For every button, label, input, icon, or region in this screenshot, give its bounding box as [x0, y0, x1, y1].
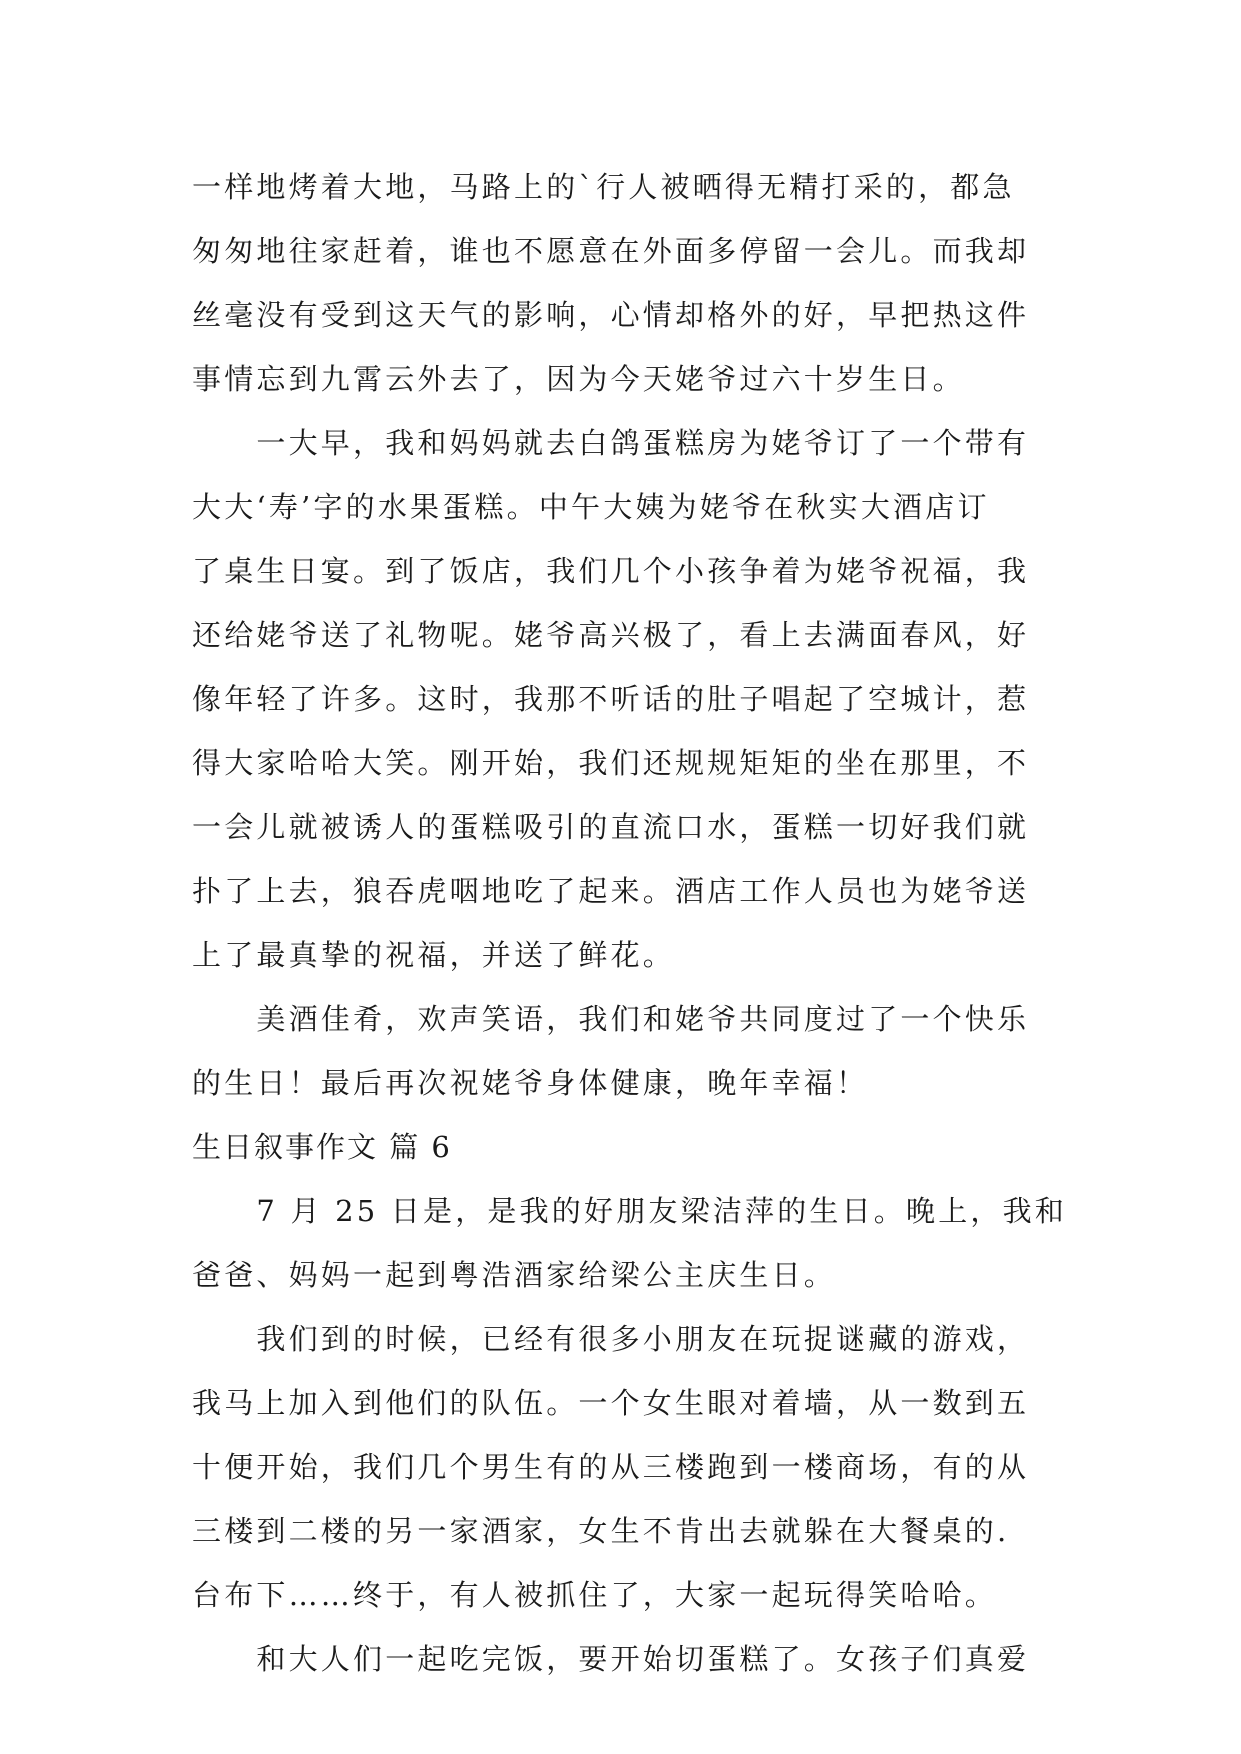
text-line: 一样地烤着大地，马路上的`行人被晒得无精打采的，都急: [192, 170, 1015, 204]
text-line: 了桌生日宴。到了饭店，我们几个小孩争着为姥爷祝福，我: [192, 554, 1030, 588]
text-line: 爸爸、妈妈一起到粤浩酒家给梁公主庆生日。: [192, 1258, 837, 1292]
text-line: 得大家哈哈大笑。刚开始，我们还规规矩矩的坐在那里，不: [192, 746, 1030, 780]
text-line: 丝毫没有受到这天气的影响，心情却格外的好，早把热这件: [192, 298, 1030, 332]
text-line: 7 月 25 日是，是我的好朋友梁洁萍的生日。晚上，我和: [192, 1194, 1068, 1228]
document-page: [192, 155, 1068, 1691]
text-line: 和大人们一起吃完饭，要开始切蛋糕了。女孩子们真爱: [192, 1642, 1030, 1676]
section-heading: 生日叙事作文 篇 6: [192, 1130, 452, 1164]
text-line: 我们到的时候，已经有很多小朋友在玩捉谜藏的游戏，: [192, 1322, 1030, 1356]
text-line: 还给姥爷送了礼物呢。姥爷高兴极了，看上去满面春风，好: [192, 618, 1030, 652]
text-line: 台布下……终于，有人被抓住了，大家一起玩得笑哈哈。: [192, 1578, 998, 1612]
text-line: 像年轻了许多。这时，我那不听话的肚子唱起了空城计，惹: [192, 682, 1030, 716]
text-line: 美酒佳肴，欢声笑语，我们和姥爷共同度过了一个快乐: [192, 1002, 1030, 1036]
text-line: 事情忘到九霄云外去了，因为今天姥爷过六十岁生日。: [192, 362, 965, 396]
text-line: 匆匆地往家赶着，谁也不愿意在外面多停留一会儿。而我却: [192, 234, 1030, 268]
text-line: 上了最真挚的祝福，并送了鲜花。: [192, 938, 676, 972]
text-line: 三楼到二楼的另一家酒家，女生不肯出去就躲在大餐桌的.: [192, 1514, 1010, 1548]
text-line: 十便开始，我们几个男生有的从三楼跑到一楼商场，有的从: [192, 1450, 1030, 1484]
text-line: 我马上加入到他们的队伍。一个女生眼对着墙，从一数到五: [192, 1386, 1030, 1420]
text-line: 大大‘寿’字的水果蛋糕。中午大姨为姥爷在秋实大酒店订: [192, 490, 990, 524]
text-line: 扑了上去，狼吞虎咽地吃了起来。酒店工作人员也为姥爷送: [192, 874, 1030, 908]
text-line: 一大早，我和妈妈就去白鸽蛋糕房为姥爷订了一个带有: [192, 426, 1030, 460]
text-line: 的生日！最后再次祝姥爷身体健康，晚年幸福！: [192, 1066, 869, 1100]
text-line: 一会儿就被诱人的蛋糕吸引的直流口水，蛋糕一切好我们就: [192, 810, 1030, 844]
